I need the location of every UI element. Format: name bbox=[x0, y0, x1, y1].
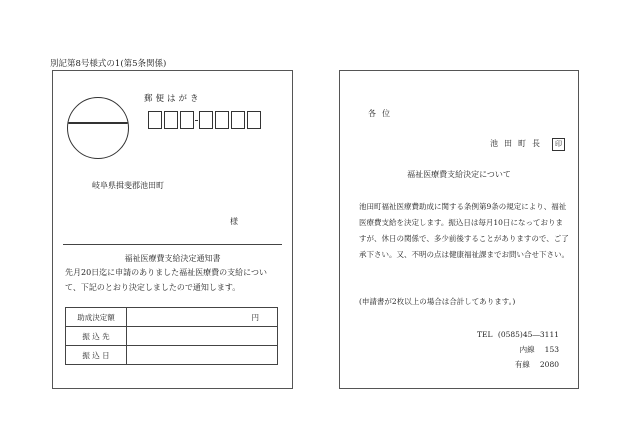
table-row bbox=[66, 327, 278, 346]
form-caption: 別記第8号様式の1(第5条関係) bbox=[50, 59, 167, 69]
payment-info-table bbox=[65, 307, 278, 365]
addressee: 各位 bbox=[368, 109, 396, 118]
contact-row bbox=[477, 327, 559, 342]
contact-block bbox=[477, 327, 559, 372]
table-value bbox=[127, 346, 278, 365]
stamp-circle-icon bbox=[67, 97, 129, 159]
table-value bbox=[127, 327, 278, 346]
notice-body: 先月20日迄に申請のありました福祉医療費の支給について、下記のとおり決定しましたので通知します。 bbox=[65, 268, 268, 292]
recipient-address: 岐阜県揖斐郡池田町 bbox=[92, 181, 164, 190]
postcard-address-side bbox=[52, 70, 293, 389]
postal-code-boxes bbox=[148, 111, 263, 129]
contact-value: 153 bbox=[544, 345, 559, 354]
contact-row bbox=[477, 342, 559, 357]
postcard-label: 郵便はがき bbox=[144, 94, 202, 104]
message-title: 福祉医療費支給決定について bbox=[407, 170, 511, 179]
honorific: 様 bbox=[230, 217, 238, 226]
table-value: 円 bbox=[127, 308, 278, 327]
postcard-message-side bbox=[339, 70, 579, 389]
message-note: (申請書が2枚以上の場合は合計してあります。) bbox=[359, 297, 516, 306]
contact-label: TEL bbox=[477, 330, 493, 339]
sender-name: 池田町長 bbox=[490, 139, 546, 148]
contact-label: 内線 bbox=[519, 345, 535, 354]
seal-mark: 印 bbox=[552, 138, 565, 151]
table-label: 助成決定額 bbox=[66, 308, 127, 327]
table-row bbox=[66, 346, 278, 365]
contact-value: (0585)45―3111 bbox=[497, 330, 559, 339]
table-label: 振 込 日 bbox=[66, 346, 127, 365]
message-body: 池田町福祉医療費助成に関する条例第9条の規定により、福祉医療費支給を決定します。振込日は毎月10日になっておりますが、休日の関係で、多少前後することがありますので、ご了承下さい。又、不明の点は健康福祉課までお問い合せ下さい。 bbox=[359, 202, 569, 259]
table-label: 振 込 先 bbox=[66, 327, 127, 346]
divider-line bbox=[63, 244, 282, 245]
contact-row bbox=[477, 357, 559, 372]
contact-value: 2080 bbox=[539, 360, 559, 369]
table-row bbox=[66, 308, 278, 327]
contact-label: 有線 bbox=[514, 360, 530, 369]
notice-title: 福祉医療費支給決定通知書 bbox=[124, 254, 221, 263]
